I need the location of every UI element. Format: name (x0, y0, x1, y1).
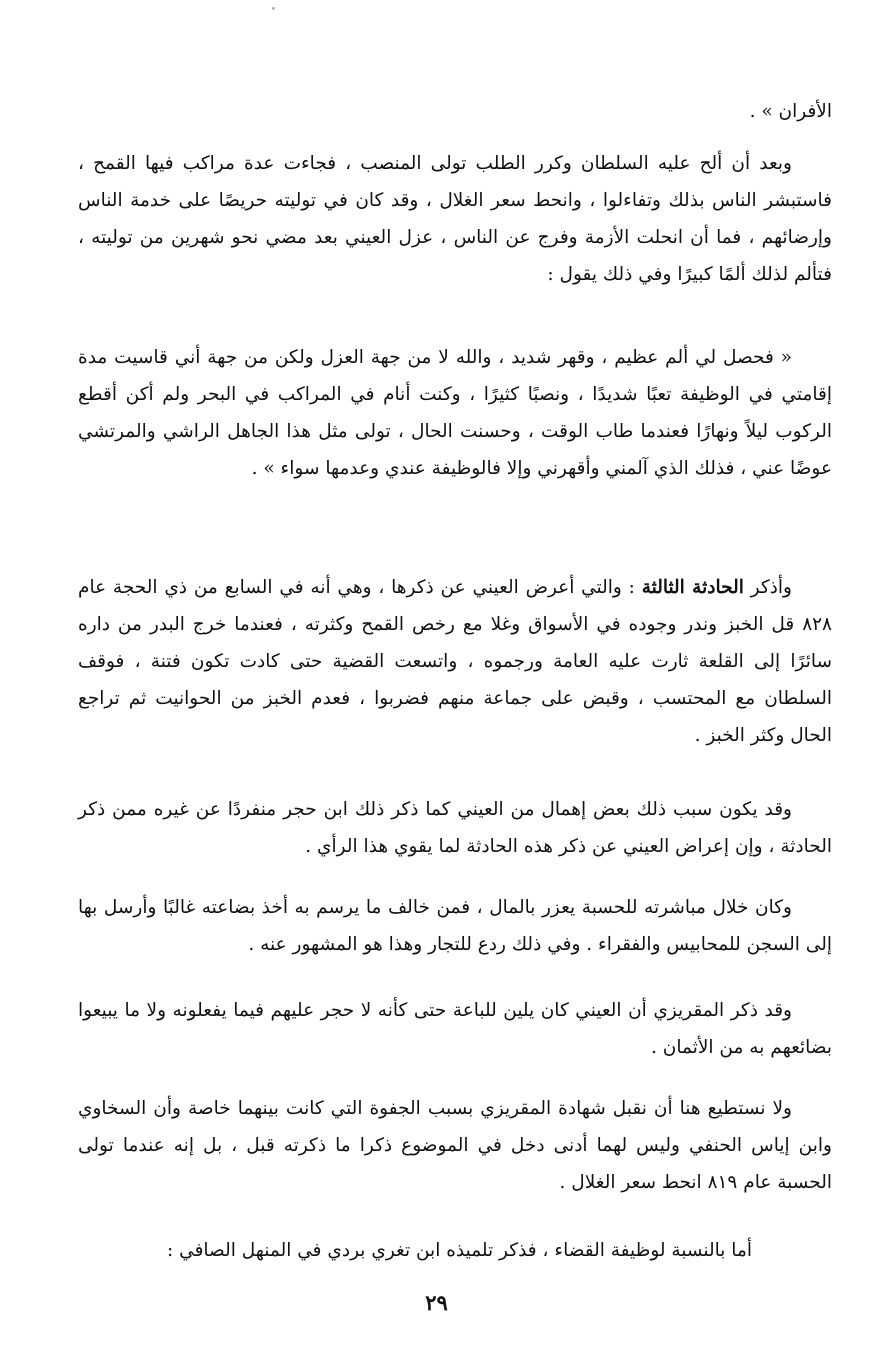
section-heading-third-incident: الحادثة الثالثة (641, 577, 744, 598)
paragraph-maqrizi: وقد ذكر المقريزي أن العيني كان يلين للباعة حتى كأنه لا حجر عليهم فيما يفعلونه ولا ما يبيعوا بضائعهم به من الأثمان . (78, 1000, 832, 1058)
scan-speck (272, 7, 275, 10)
paragraph-quote-aini: « فحصل لي ألم عظيم ، وقهر شديد ، والله لا من جهة العزل ولكن من جهة أني قاسيت مدة إقامتي في الوظيفة تعبًا شديدًا ، ونصبًا كثيرًا ، وكنت أنام في المراكب في البحر ولم أكن أقطع الركوب ليلاً ونهارًا فعندما طاب الوقت ، وحسنت الحال ، تولى مثل هذا الجاهل الراشي والمرتشي عوضًا عني ، فذلك الذي آلمني وأقهرني وإلا فالوظيفة عندي وعدمها سواء » . (78, 347, 832, 479)
paragraph-fines: وكان خلال مباشرته للحسبة يعزر بالمال ، فمن خالف ما يرسم به أخذ بضاعته غالبًا وأرسل بها إلى السجن للمحابيس والفقراء . وفي ذلك ردع للتجار وهذا هو المشهور عنه . (78, 897, 832, 955)
paragraph-third-incident (78, 569, 832, 754)
paragraph-judiciary: أما بالنسبة لوظيفة القضاء ، فذكر تلميذه ابن تغري بردي في المنهل الصافي : (167, 1240, 752, 1261)
paragraph-appointment: وبعد أن ألح عليه السلطان وكرر الطلب تولى المنصب ، فجاءت عدة مراكب فيها القمح ، فاستبشر الناس بذلك وتفاءلوا ، وانحط سعر الغلال ، وقد كان في توليته حريصًا على خدمة الناس وإرضائهم ، فما أن انحلت الأزمة وفرج عن الناس ، عزل العيني بعد مضي نحو شهرين من توليته ، فتألم لذلك ألمًا كبيرًا وفي ذلك يقول : (78, 153, 832, 285)
paragraph-body: : والتي أعرض العيني عن ذكرها ، وهي أنه في السابع من ذي الحجة عام ٨٢٨ قل الخبز وندر وجوده في الأسواق وغلا مع رخص القمح وكثرته ، فعندما خرج البدر من داره سائرًا إلى القلعة ثارت عليه العامة ورجموه ، واتسعت القضية حتى كادت تكون فتنة ، فوقف السلطان مع المحتسب ، وقبض على جماعة منهم فضربوا ، فعدم الخبز من الحوانيت ثم تراجع الحال وكثر الخبز . (78, 577, 832, 746)
paragraph-testimony: ولا نستطيع هنا أن نقبل شهادة المقريزي بسبب الجفوة التي كانت بينهما خاصة وأن السخاوي وابن إياس الحنفي وليس لهما أدنى دخل في الموضوع ذكرا ما ذكرته قبل ، بل إنه عندما تولى الحسبة عام ٨١٩ انحط سعر الغلال . (78, 1098, 832, 1193)
paragraph-lead: وأذكر (743, 577, 792, 598)
page-number: ٢٩ (425, 1290, 448, 1315)
paragraph-quote-end: الأفران » . (749, 101, 832, 122)
paragraph-negligence: وقد يكون سبب ذلك بعض إهمال من العيني كما ذكر ذلك ابن حجر منفردًا عن غيره ممن ذكر الحادثة ، وإن إعراض العيني عن ذكر هذه الحادثة لما يقوي هذا الرأي . (78, 799, 832, 857)
